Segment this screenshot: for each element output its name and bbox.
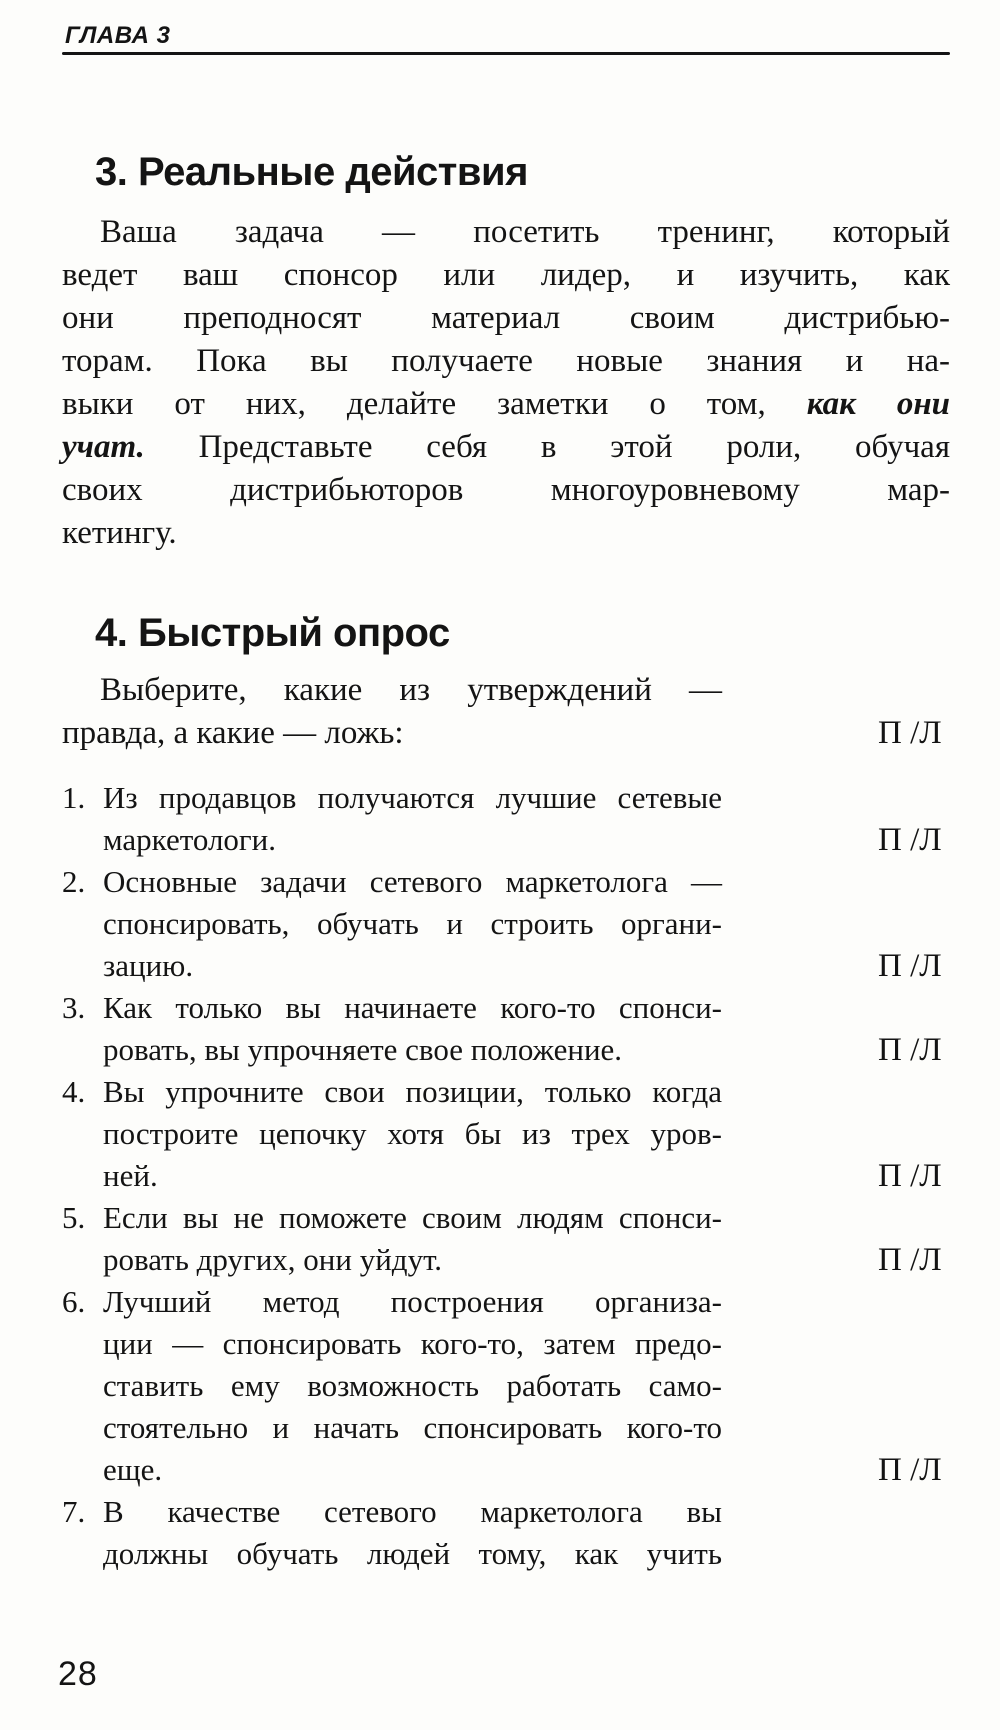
quiz-item <box>62 1071 942 1197</box>
item-number: 1. <box>62 780 86 815</box>
page-number: 28 <box>58 1655 98 1693</box>
item-line: Основные задачи сетевого маркетолога — <box>103 864 722 899</box>
item-text <box>103 1491 722 1575</box>
item-line: Если вы не поможете своим людям спонси- <box>103 1200 722 1235</box>
section-3-paragraph <box>62 211 950 555</box>
true-false-marker: П /Л <box>878 1158 942 1194</box>
paragraph-line: ведет ваш спонсор или лидер, и изучить, как <box>62 257 950 293</box>
section-3-heading: 3. Реальные действия <box>95 150 528 194</box>
quiz-list <box>62 777 950 1575</box>
item-line: Как только вы начинаете кого-то спонси- <box>103 990 722 1025</box>
item-line: должны обучать людей тому, как учить <box>103 1536 722 1571</box>
true-false-marker: П /Л <box>878 1032 942 1068</box>
paragraph-line: Ваша задача — посетить тренинг, который <box>100 214 950 250</box>
quiz-item <box>62 777 942 861</box>
item-line: Лучший метод построения организа- <box>103 1284 722 1319</box>
true-false-marker: П /Л <box>878 1452 942 1488</box>
true-false-marker: П /Л <box>878 948 942 984</box>
item-line: ции — спонсировать кого-то, затем предо- <box>103 1326 722 1361</box>
item-line: Из продавцов получаются лучшие сетевые <box>103 780 722 815</box>
item-line: маркетологи. <box>103 822 276 857</box>
item-text <box>103 1071 722 1197</box>
item-text <box>103 1197 722 1281</box>
item-number: 3. <box>62 990 86 1025</box>
quiz-item <box>62 1281 942 1491</box>
header-rule <box>62 52 950 55</box>
page-header <box>62 22 950 55</box>
item-line: еще. <box>103 1452 163 1487</box>
item-line: ровать других, они уйдут. <box>103 1242 443 1277</box>
item-number: 4. <box>62 1074 86 1109</box>
emphasized-text: как они <box>806 386 951 422</box>
quiz-intro <box>62 669 942 755</box>
item-line: Вы упрочните свои позиции, только когда <box>103 1074 722 1109</box>
chapter-header: ГЛАВА 3 <box>65 22 171 49</box>
item-line: спонсировать, обучать и строить органи- <box>103 906 722 941</box>
paragraph-text: Представьте себя в этой роли, обучая <box>198 429 950 465</box>
item-number: 5. <box>62 1200 86 1235</box>
paragraph-line: они преподносят материал своим дистрибью- <box>62 300 950 336</box>
item-line: В качестве сетевого маркетолога вы <box>103 1494 722 1529</box>
quiz-item <box>62 1491 722 1575</box>
section-4-heading: 4. Быстрый опрос <box>95 611 450 655</box>
item-line: ней. <box>103 1158 158 1193</box>
item-line: ставить ему возможность работать само- <box>103 1368 722 1403</box>
quiz-intro-line: Выберите, какие из утверждений — <box>100 672 722 708</box>
item-line: зацию. <box>103 948 194 983</box>
item-line: стоятельно и начать спонсировать кого-то <box>103 1410 722 1445</box>
emphasized-text: учат. <box>62 429 145 465</box>
item-line: ровать, вы упрочняете свое положение. <box>103 1032 623 1067</box>
item-text <box>103 777 722 861</box>
paragraph-line: кетингу. <box>62 515 177 551</box>
quiz-item <box>62 987 942 1071</box>
paragraph-line <box>62 383 950 426</box>
item-text <box>103 987 722 1071</box>
paragraph-text: выки от них, делайте заметки о том, <box>62 386 766 422</box>
quiz-item <box>62 1197 942 1281</box>
item-number: 2. <box>62 864 86 899</box>
item-text <box>103 861 722 987</box>
paragraph-line: своих дистрибьюторов многоуровневому мар- <box>62 472 950 508</box>
true-false-marker: П /Л <box>878 1242 942 1278</box>
true-false-marker: П /Л <box>878 715 942 751</box>
quiz-item <box>62 861 942 987</box>
item-line: построите цепочку хотя бы из трех уров- <box>103 1116 722 1151</box>
item-number: 6. <box>62 1284 86 1319</box>
true-false-marker: П /Л <box>878 822 942 858</box>
quiz-intro-line: правда, а какие — ложь: <box>62 715 404 751</box>
paragraph-line <box>62 426 950 469</box>
item-number: 7. <box>62 1494 86 1529</box>
paragraph-line: торам. Пока вы получаете новые знания и на- <box>62 343 950 379</box>
item-text <box>103 1281 722 1491</box>
